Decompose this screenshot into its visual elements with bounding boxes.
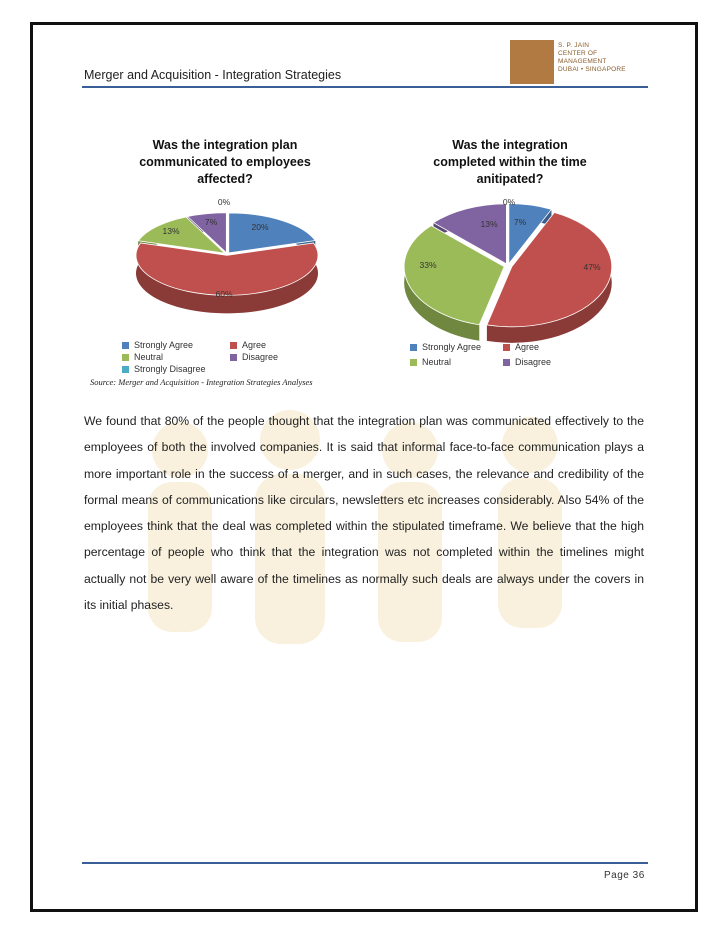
footer-rule — [82, 862, 648, 864]
chart1-legend — [122, 340, 362, 374]
pie-data-label: 7% — [204, 217, 218, 227]
pie-data-label: 0% — [217, 197, 231, 207]
logo-text: S. P. JAIN CENTER OF MANAGEMENT DUBAI • SINGAPORE — [558, 42, 626, 73]
logo-mark — [510, 40, 554, 84]
legend-item: Agree — [503, 342, 539, 352]
source-caption: Source: Merger and Acquisition - Integration Strategies Analyses — [90, 377, 313, 387]
legend-item: Disagree — [230, 352, 278, 362]
pie-chart-integration-plan — [100, 190, 360, 330]
pie-data-label: 13% — [162, 226, 180, 236]
pie-data-label: 0% — [502, 197, 516, 207]
pie-data-label: 33% — [419, 260, 437, 270]
legend-item: Strongly Agree — [122, 340, 193, 350]
page-number: Page 36 — [604, 870, 645, 881]
header-rule — [82, 86, 648, 88]
pie-data-label: 47% — [583, 262, 601, 272]
pie-data-label: 13% — [480, 219, 498, 229]
legend-item: Neutral — [410, 357, 451, 367]
legend-item: Strongly Disagree — [122, 364, 206, 374]
spjain-logo — [510, 40, 652, 84]
body-paragraph: We found that 80% of the people thought that the integration plan was communicated effectively to the employees of both the involved companies. It is said that informal face-to-face communication plays a more important role in the success of a merger, and in such cases, the relevance and credibility of the formal means of communications like circulars, newsletters etc increases considerably. Also 54% of the employees think that the deal was completed within the stipulated timeframe. We believe that the high percentage of people who think that the integration was not completed within the timelines might actually not be very well aware of the timelines as normally such deals are always under the covers in its initial phases. — [84, 414, 644, 613]
chart2-title: Was the integration completed within the time anitipated? — [433, 138, 587, 186]
legend-item: Strongly Agree — [410, 342, 481, 352]
chart2-legend — [410, 342, 610, 372]
pie-data-label: 7% — [513, 217, 527, 227]
pie-data-label: 60% — [215, 289, 233, 299]
legend-item: Neutral — [122, 352, 163, 362]
legend-item: Agree — [230, 340, 266, 350]
chart1-title: Was the integration plan communicated to employees affected? — [139, 138, 311, 186]
pie-data-label: 20% — [251, 222, 269, 232]
pie-chart-integration-timing — [395, 190, 635, 330]
legend-item: Disagree — [503, 357, 551, 367]
header-title: Merger and Acquisition - Integration Strategies — [84, 68, 342, 82]
